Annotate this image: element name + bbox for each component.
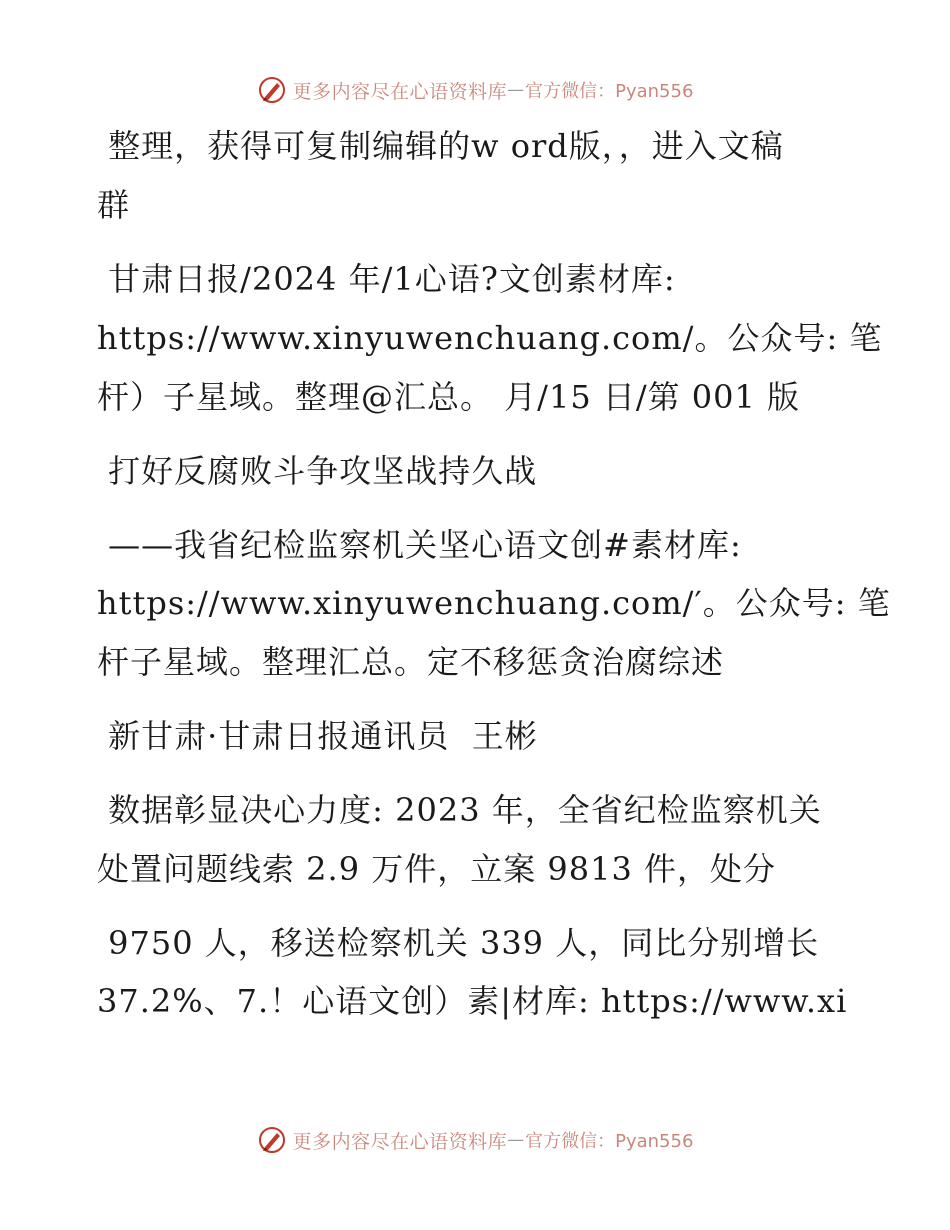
article-subtitle: ——我省纪检监察机关坚心语文创#素材库: <box>97 526 742 564</box>
watermark-contact: 官方微信：Pyan556 <box>525 81 694 102</box>
watermark-brand: 更多内容尽在心语资料库 <box>292 80 508 103</box>
pen-logo-icon <box>257 1125 287 1155</box>
text-line: 甘肃日报/2024 年/1心语?文创素材库: <box>97 260 676 298</box>
watermark-separator: — <box>507 80 526 100</box>
watermark-contact: 官方微信：Pyan556 <box>525 1131 694 1152</box>
text-line: 9750 人，移送检察机关 339 人，同比分别增长 <box>97 924 820 962</box>
pen-logo-icon <box>257 75 287 105</box>
text-line: https://www.xinyuwenchuang.com/。公众号: 笔 <box>97 319 883 357</box>
text-line: 杆）子星域。整理@汇总。 月/15 日/第 001 版 <box>97 378 801 416</box>
text-line: https://www.xinyuwenchuang.com/′。公众号: 笔 <box>97 584 891 622</box>
watermark-brand: 更多内容尽在心语资料库 <box>292 1130 508 1153</box>
byline: 新甘肃·甘肃日报通讯员 王彬 <box>97 717 538 755</box>
watermark-separator: — <box>507 1130 526 1150</box>
text-line: 群 <box>97 186 131 224</box>
text-line: 杆子星域。整理汇总。定不移惩贪治腐综述 <box>97 643 725 681</box>
header-watermark <box>0 70 950 110</box>
text-line: 37.2%、7.！心语文创）素|材库: https://www.xi <box>97 982 848 1020</box>
text-line: 处置问题线索 2.9 万件，立案 9813 件，处分 <box>97 850 777 888</box>
footer-watermark <box>0 1120 950 1160</box>
article-title: 打好反腐败斗争攻坚战持久战 <box>97 452 538 490</box>
text-line: 数据彰显决心力度: 2023 年，全省纪检监察机关 <box>97 791 822 829</box>
text-line: 整理，获得可复制编辑的w ord版，，进入文稿 <box>97 127 784 165</box>
